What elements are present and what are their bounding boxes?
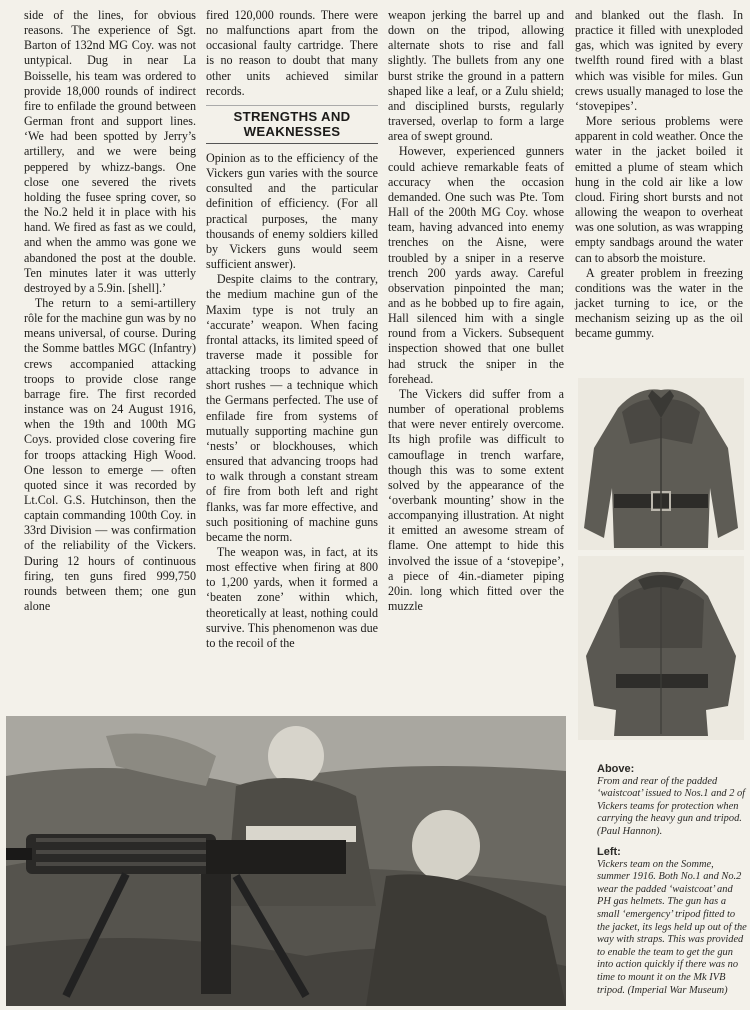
waistcoat-back-photo [578, 556, 744, 740]
caption-left-text: Vickers team on the Somme, summer 1916. Both No.1 and No.2 wear the padded ‘waistcoat’ and PH gas helmets. The gun has a small ‘emergency’ tripod fitted to the jacket, its legs held up out of the way with straps. This was provided to enable the team to get the gun into action quickly if there was no time to mount it on the Mk IVB tripod. (Imperial War Museum) [597, 858, 747, 996]
body-paragraph: Opinion as to the efficiency of the Vickers gun varies with the source consulted and the particular definition of efficiency. (For all practical purposes, the many thousands of enemy soldiers killed by Vickers guns would seem sufficient answer). [206, 150, 378, 272]
caption-left [597, 846, 747, 997]
caption-left-heading: Left: [597, 846, 621, 858]
text-column-2 [206, 8, 378, 651]
body-paragraph: weapon jerking the barrel up and down on the tripod, allowing alternate shots to rise and fall slightly. The bullets from any one burst strike the ground in a pattern shaped like a leaf, or a Zulu shield; and disciplined bursts, regularly traversed, overlap to form a large area of swept ground. [388, 8, 564, 144]
body-paragraph: The return to a semi-artillery rôle for the machine gun was by no means universal, of course. During the Somme battles MGC (Infantry) crews accompanied attacking troops to provide close range barrage fire. The first recorded instance was on 24 August 1916, when the 19th and 100th MG Coys. provided close covering fire for troops attacking High Wood. One lesson to emerge — often quoted since it was recorded by Lt.Col. G.S. Hutchinson, then the captain commanding 100th Coy. in 33rd Division — was confirmation of the reliability of the Vickers. During 12 hours of continuous firing, ten guns fired 999,750 rounds between them; one gun alone [24, 295, 196, 614]
body-paragraph: and blanked out the flash. In practice it filled with unexploded gas, which was ignited by every twelfth round fired with a blast which was visible for miles. Gun crews usually managed to lose the ‘stovepipes’. [575, 8, 743, 113]
text-column-3 [388, 8, 564, 614]
section-heading: STRENGTHS AND WEAKNESSES [206, 105, 378, 144]
caption-above-text: From and rear of the padded ‘waistcoat’ issued to Nos.1 and 2 of Vickers teams for protection when carrying the heavy gun and tripod. (Paul Hannon). [597, 775, 746, 837]
vickers-team-photo [6, 716, 566, 1006]
body-paragraph: fired 120,000 rounds. There were no malfunctions apart from the occasional faulty cartridge. There is no reason to doubt that many other units achieved similar records. [206, 8, 378, 98]
waistcoat-front-photo [578, 378, 744, 550]
text-column-1 [24, 8, 196, 614]
body-paragraph: However, experienced gunners could achieve remarkable feats of accuracy when the occasion demanded. One such was Pte. Tom Hall of the 200th MG Coy. whose team, having advanced into enemy trenches on the Aisne, were troubled by a sniper in a reserve trench 200 yards away. Careful observation pinpointed the man; and as he bobbed up to fire again, Hall silenced him with a single round from a Vickers. Subsequent inspection showed that one bullet had struck the sniper in the forehead. [388, 144, 564, 386]
caption-above [597, 763, 747, 839]
body-paragraph: The Vickers did suffer from a number of operational problems that were never entirely overcome. Its high profile was difficult to camouflage in trench warfare, though this was to some extent solved by the appearance of the ‘overbank mounting’ show in the accompanying illustration. At night it emitted an awesome stream of flame. One attempt to hide this involved the issue of a ‘stovepipe’, a piece of 4in.-diameter piping 20in. long which fitted over the muzzle [388, 386, 564, 614]
body-paragraph: The weapon was, in fact, at its most effective when firing at 800 to 1,200 yards, when it formed a ‘beaten zone’ within which, theoretically at least, nothing could survive. This phenomenon was due to the recoil of the [206, 545, 378, 650]
body-paragraph: More serious problems were apparent in cold weather. Once the water in the jacket boiled it emitted a plume of steam which hung in the cold air like a low cloud. Firing short bursts and not allowing the weapon to overheat was one solution, as was wrapping empty sandbags around the water can to absorb the moisture. [575, 114, 743, 265]
body-paragraph: side of the lines, for obvious reasons. The experience of Sgt. Barton of 132nd MG Coy. was not untypical. Dug in near La Boisselle, his team was ordered to provide 18,000 rounds of indirect fire to enfilade the ground between German front and support lines. ‘We had been spotted by Jerry’s artillery, and we were being peppered by whizz-bangs. One close one severed the rivets holding the fusee spring cover, so the No.2 held it in place with his hand. We fired as fast as we could, and when the ammo was gone we abandoned the post at the double. Ten minutes later it was utterly destroyed by a 5.9in. [shell].’ [24, 8, 196, 295]
body-paragraph: A greater problem in freezing conditions was the water in the jacket turning to ice, or the mechanism seizing up as the oil became gummy. [575, 265, 743, 341]
text-column-4 [575, 8, 743, 341]
body-paragraph: Despite claims to the contrary, the medium machine gun of the Maxim type is not truly an ‘accurate’ weapon. When facing frontal attacks, its limited speed of traverse made it possible for attacking troops to advance in short rushes — a technique which the Germans perfected. The use of enfilade fire from systems of mutually supporting machine gun ‘nests’ or blockhouses, which ensured that advancing troops had to walk through a constant stream of fire from both left and right flanks, was far more effective, and such positioning of machine guns became the norm. [206, 272, 378, 544]
caption-above-heading: Above: [597, 763, 635, 775]
